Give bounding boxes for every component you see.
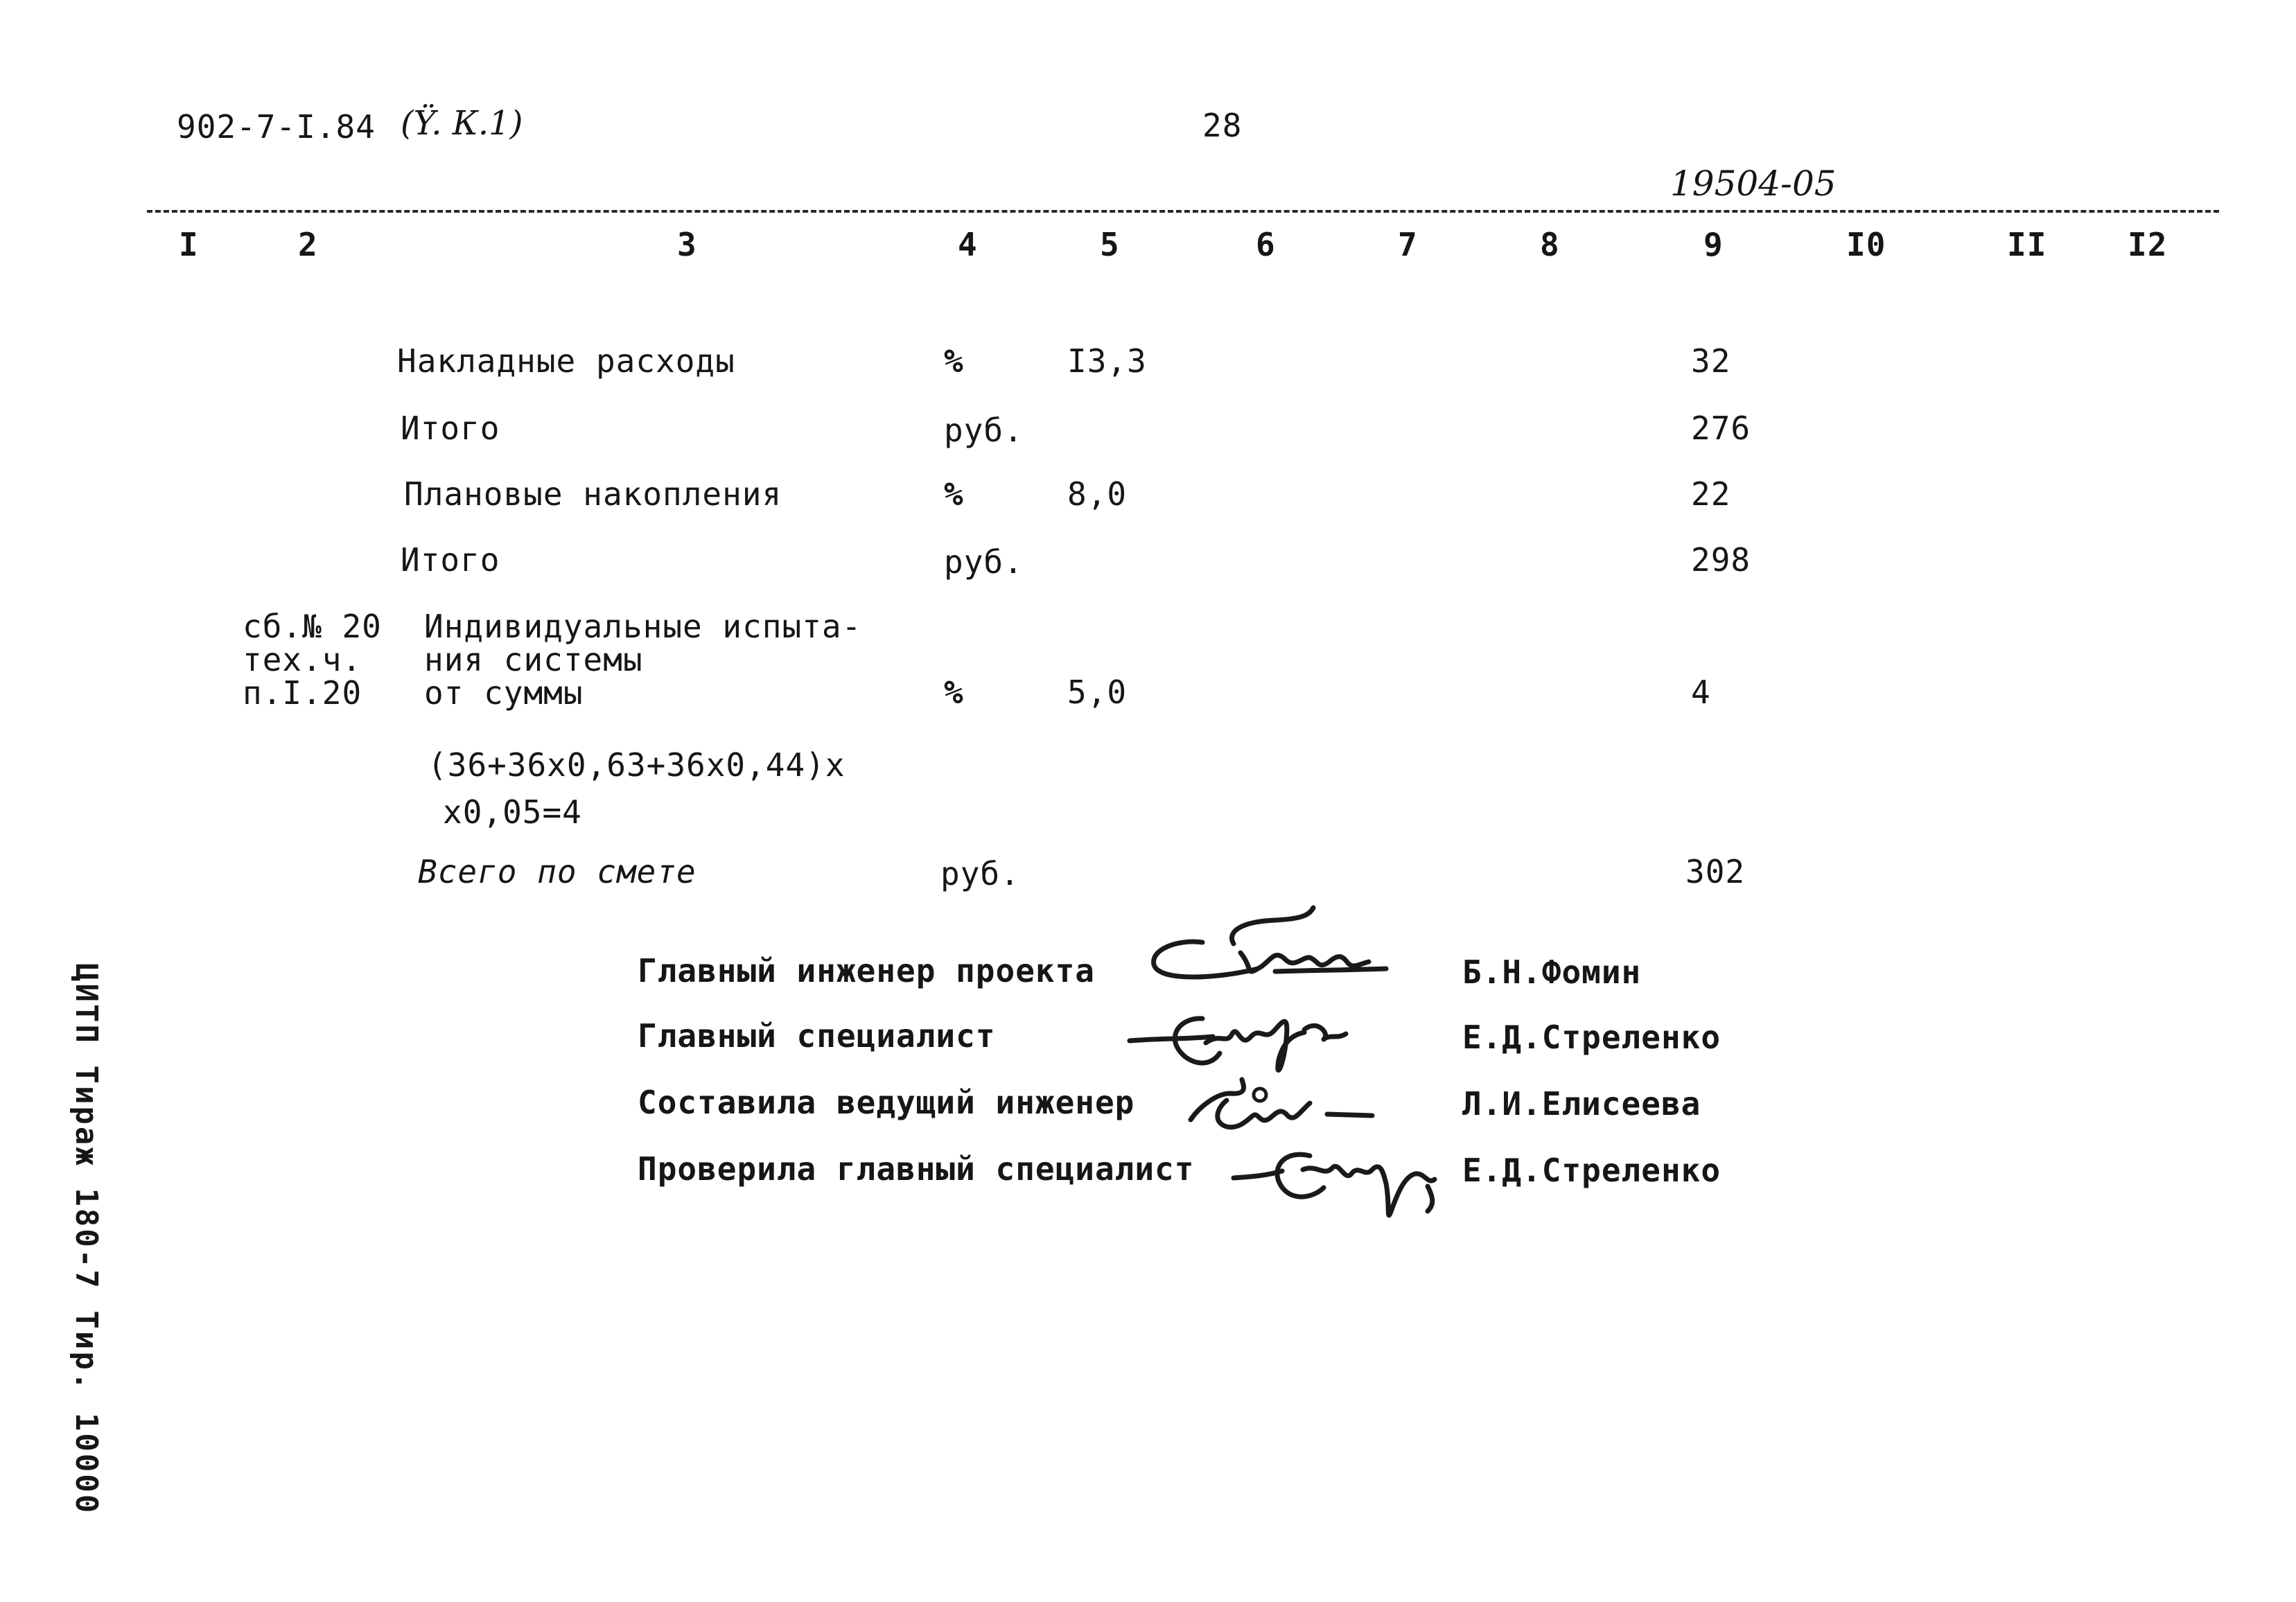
grand-total-unit: руб. [940, 855, 1020, 892]
column-header-6: 6 [1256, 226, 1276, 263]
row-subtotal-2-name: Итого [401, 541, 500, 579]
test-row-unit: % [944, 674, 964, 711]
row-subtotal-2-total: 298 [1691, 541, 1751, 579]
row-subtotal-1-unit: руб. [944, 412, 1024, 449]
column-header-7: 7 [1398, 226, 1418, 263]
handwritten-signature-1 [1137, 901, 1428, 998]
column-header-11: II [2007, 226, 2047, 263]
row-subtotal-1-total: 276 [1691, 410, 1751, 447]
column-header-4: 4 [958, 226, 978, 263]
page-number: 28 [1202, 107, 1243, 144]
test-row-reference-line: тех.ч. [243, 641, 362, 678]
signature-name-chief-engineer: Б.Н.Фомин [1462, 953, 1642, 991]
row-subtotal-1-name: Итого [401, 410, 500, 447]
row-overhead-unit: % [944, 342, 964, 380]
test-row-rate: 5,0 [1067, 674, 1128, 711]
row-overhead-name: Накладные расходы [397, 342, 735, 380]
column-header-9: 9 [1703, 226, 1724, 263]
row-planned-savings-rate: 8,0 [1067, 475, 1128, 513]
test-row-name-line: от суммы [424, 674, 584, 712]
grand-total-name: Всего по смете [418, 853, 696, 890]
signature-name-checker: Е.Д.Стреленко [1462, 1152, 1721, 1189]
header-divider [147, 210, 2219, 213]
column-header-1: I [179, 226, 199, 263]
signature-role-checker: Проверила главный специалист [638, 1150, 1195, 1188]
test-row-total: 4 [1691, 674, 1711, 711]
signature-role-lead-engineer: Составила ведущий инженер [638, 1084, 1135, 1121]
row-planned-savings-name: Плановые накопления [404, 475, 782, 513]
signature-role-chief-engineer: Главный инженер проекта [638, 952, 1095, 989]
test-row-name-line: Индивидуальные испыта- [424, 608, 862, 645]
document-number: 902-7-I.84 [177, 108, 376, 146]
test-row-name-line: ния системы [424, 641, 643, 678]
test-row-formula-line: (36+36x0,63+36x0,44)x [428, 746, 845, 784]
handwritten-note: (Ÿ. К.1) [401, 104, 523, 143]
test-row-formula [428, 741, 845, 836]
signature-role-chief-specialist: Главный специалист [638, 1017, 996, 1055]
column-header-12: I2 [2128, 226, 2168, 263]
sheet-stamp: 19504-05 [1670, 164, 1837, 204]
side-imprint: ЦИТП Тираж 180-7 Тир. 10000 [69, 963, 104, 1515]
column-header-2: 2 [298, 226, 318, 263]
row-overhead-total: 32 [1691, 342, 1731, 380]
row-planned-savings-unit: % [944, 475, 964, 513]
handwritten-signature-4 [1227, 1128, 1455, 1232]
signature-name-chief-specialist: Е.Д.Стреленко [1462, 1019, 1721, 1056]
row-overhead-rate: I3,3 [1067, 342, 1147, 380]
column-header-10: I0 [1846, 226, 1886, 263]
test-row-reference-line: п.I.20 [243, 674, 362, 712]
row-subtotal-2-unit: руб. [944, 543, 1024, 581]
grand-total-value: 302 [1685, 853, 1746, 890]
column-header-3: 3 [677, 226, 697, 263]
column-header-8: 8 [1540, 226, 1560, 263]
test-row-reference [243, 610, 382, 710]
row-planned-savings-total: 22 [1691, 475, 1731, 513]
test-row-formula-line: x0,05=4 [443, 793, 582, 831]
test-row-reference-line: сб.№ 20 [243, 608, 382, 645]
test-row-name [424, 610, 861, 710]
signature-name-lead-engineer: Л.И.Елисеева [1462, 1085, 1701, 1123]
column-header-5: 5 [1100, 226, 1120, 263]
